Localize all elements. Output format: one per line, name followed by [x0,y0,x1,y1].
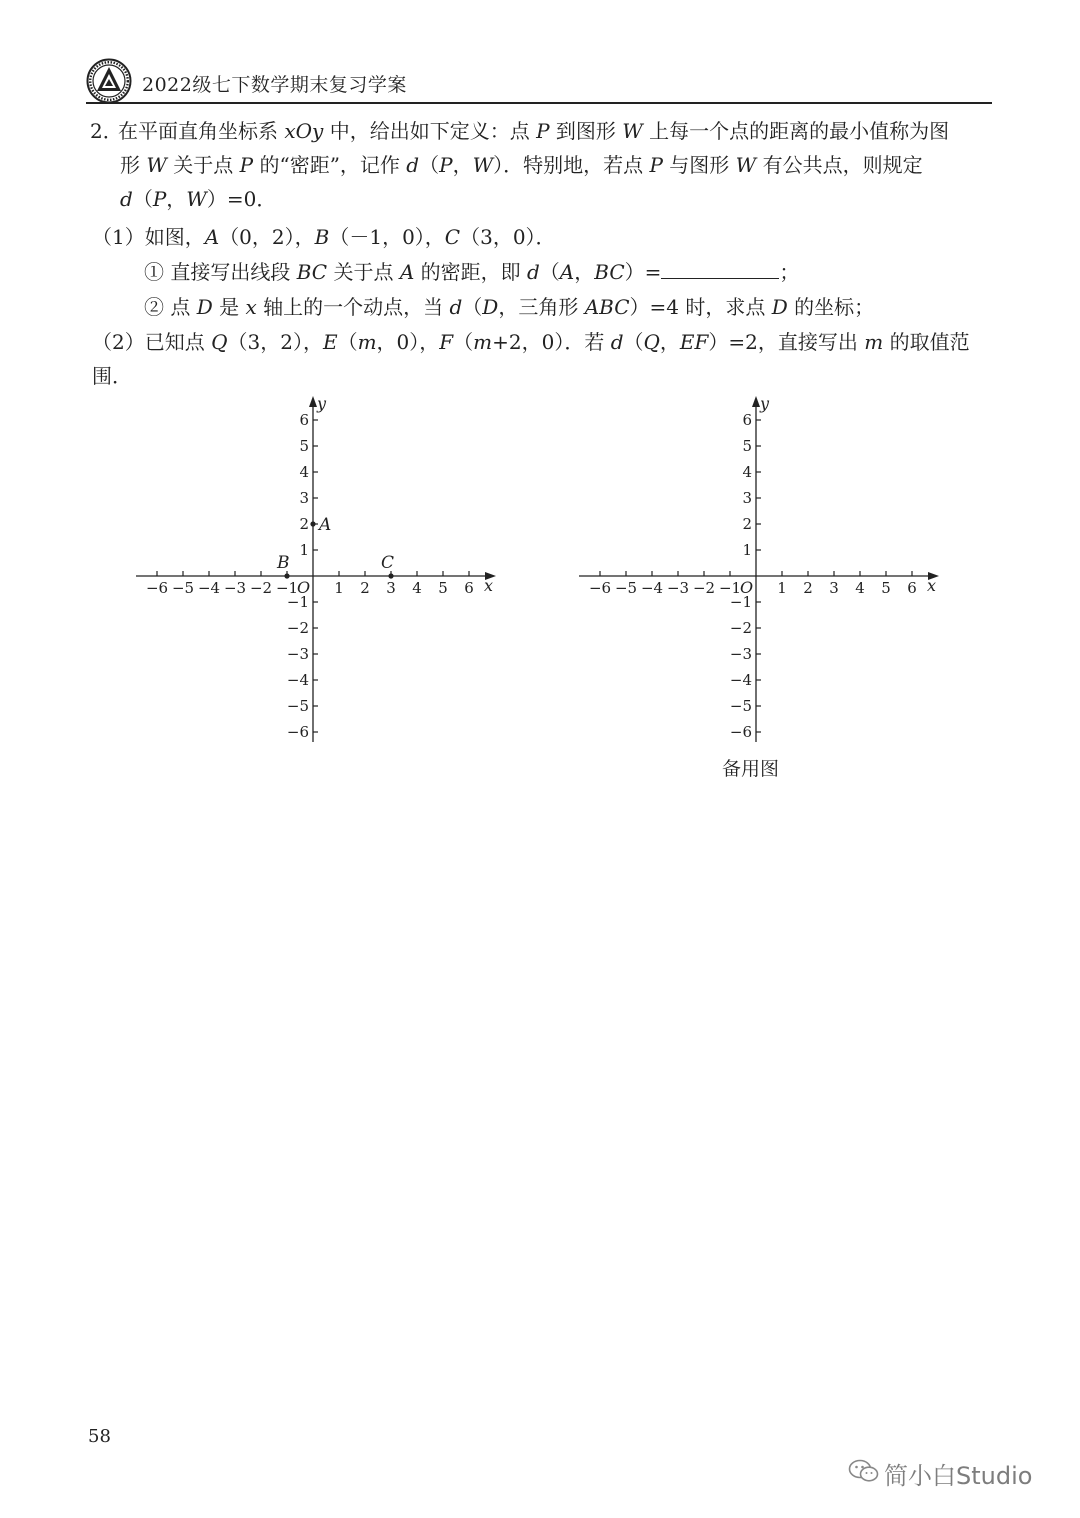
x-tick-label: −6 [588,579,612,597]
text: ， [452,153,473,177]
page-header [86,58,992,104]
math-var: d [120,187,133,211]
y-tick-label: −5 [729,697,752,715]
text: 形 [120,153,147,177]
x-tick-label: −3 [666,579,690,597]
text: ）=2，直接写出 [708,330,865,354]
math-var: W [472,153,494,177]
coordinate-plane-svg [571,392,951,752]
math-var: A [559,260,575,284]
part-1 [92,220,556,254]
y-tick-label: −3 [729,645,752,663]
x-tick-label: 5 [881,579,891,597]
math-var: W [622,119,643,143]
text: （ [132,187,153,211]
question-line-3 [90,182,995,216]
text: （0，2）， [219,225,315,249]
text: ， [574,260,595,284]
math-var: P [152,187,167,211]
text: 在平面直角坐标系 [118,119,285,143]
x-tick-label: −1 [718,579,742,597]
text: ）= [624,260,662,284]
x-tick-label: −2 [249,579,273,597]
header-divider [86,102,992,104]
watermark-text: 简小白Studio [884,1462,1033,1490]
math-var: xOy [284,119,324,143]
part-1-sub-a [144,255,799,289]
y-tick-label: 4 [299,463,309,481]
text: （2）已知点 [92,330,212,354]
x-tick-label: −5 [171,579,195,597]
y-tick-label: −4 [729,671,752,689]
x-tick-label: −6 [145,579,169,597]
text: ）=0． [206,187,277,211]
x-tick-label: 6 [907,579,917,597]
math-var: A [204,225,220,249]
text: 的“密距”，记作 [253,153,407,177]
math-var: W [146,153,167,177]
y-tick-label: 2 [299,515,309,533]
math-var: EF [679,330,709,354]
math-var: P [439,153,453,177]
text: ， [166,187,187,211]
y-tick-label: −4 [286,671,309,689]
math-var: A [399,260,415,284]
question-line-2 [90,148,995,182]
math-var: m [357,330,377,354]
math-var: D [771,295,788,319]
text: 的坐标； [787,295,875,319]
x-axis-label: x [927,576,937,595]
x-tick-label: 4 [855,579,865,597]
origin-label: O [297,578,311,597]
x-tick-label: −1 [275,579,299,597]
text: 到图形 [549,119,623,143]
text: ， [659,330,680,354]
coordinate-plane-svg [128,392,508,752]
math-var: W [186,187,207,211]
point-a [310,521,315,526]
y-tick-label: 5 [742,437,752,455]
point-label-c: C [381,553,395,573]
text: （ [539,260,560,284]
wechat-icon [848,1458,880,1484]
y-tick-label: −2 [729,619,752,637]
text: ① 直接写出线段 [144,260,297,284]
y-tick-label: 1 [742,541,752,559]
y-tick-label: −6 [286,723,309,741]
text: +2，0）．若 [492,330,611,354]
y-tick-label: −1 [729,593,752,611]
text: （ [462,295,483,319]
text: ② 点 [144,295,197,319]
y-axis-arrow [752,396,760,407]
math-var: P [239,153,254,177]
y-axis-label: y [760,394,770,413]
point-label-a: A [319,515,332,535]
answer-blank[interactable] [661,256,779,279]
y-tick-label: 5 [299,437,309,455]
math-var: d [449,295,463,319]
text: ）=4 时，求点 [629,295,772,319]
math-var: x [245,295,257,319]
origin-label: O [740,578,754,597]
x-tick-label: −4 [640,579,664,597]
math-var: P [536,119,550,143]
point-label-b: B [277,553,290,573]
point-b [284,573,289,578]
text: 关于点 [327,260,400,284]
text: ）．特别地，若点 [493,153,650,177]
math-var: D [196,295,213,319]
y-tick-label: −1 [286,593,309,611]
text: ，0）， [376,330,440,354]
question-2 [90,114,995,216]
x-axis-label: x [484,576,494,595]
math-var: W [735,153,757,177]
math-var: m [473,330,493,354]
text: （3，0）． [460,225,556,249]
text: 的密距，即 [414,260,527,284]
x-tick-label: −3 [223,579,247,597]
text: 是 [212,295,246,319]
text: 有公共点，则规定 [756,153,923,177]
math-var: BC [296,260,328,284]
point-c [388,573,393,578]
text: （ [337,330,358,354]
x-tick-label: 3 [386,579,396,597]
y-axis-arrow [309,396,317,407]
text: ； [779,260,800,284]
part-2 [92,325,997,393]
y-axis-label: y [317,394,327,413]
text: 轴上的一个动点，当 [256,295,450,319]
watermark [848,1452,1058,1492]
text: （－1，0）， [329,225,445,249]
y-tick-label: −2 [286,619,309,637]
y-tick-label: 6 [742,411,752,429]
text: （ [453,330,474,354]
y-tick-label: 4 [742,463,752,481]
text: （ [419,153,440,177]
math-var: D [482,295,499,319]
y-tick-label: −3 [286,645,309,663]
x-tick-label: −5 [614,579,638,597]
coordinate-plane-spare [571,392,951,752]
question-line-1 [90,114,995,148]
text: 上每一个点的距离的最小值称为图 [642,119,950,143]
y-tick-label: 3 [299,489,309,507]
math-var: C [444,225,461,249]
x-tick-label: 6 [464,579,474,597]
y-tick-label: −6 [729,723,752,741]
y-tick-label: −5 [286,697,309,715]
y-tick-label: 2 [742,515,752,533]
x-tick-label: −2 [692,579,716,597]
math-var: F [439,330,454,354]
x-tick-label: 2 [803,579,813,597]
math-var: m [864,330,884,354]
text: 中，给出如下定义：点 [323,119,537,143]
x-tick-label: 1 [777,579,787,597]
x-tick-label: −4 [197,579,221,597]
math-var: E [322,330,338,354]
page-number: 58 [88,1426,111,1447]
text: （ [623,330,644,354]
header-title: 2022级七下数学期末复习学案 [142,74,407,96]
text: ，三角形 [498,295,585,319]
math-var: Q [643,330,660,354]
math-var: d [526,260,540,284]
math-var: d [610,330,624,354]
x-tick-label: 4 [412,579,422,597]
text: 的取值范围． [92,330,970,388]
school-emblem-icon [86,58,132,104]
question-number: 2． [90,119,123,143]
math-var: d [406,153,420,177]
math-var: Q [211,330,228,354]
math-var: ABC [584,295,630,319]
y-tick-label: 1 [299,541,309,559]
y-tick-label: 3 [742,489,752,507]
x-tick-label: 2 [360,579,370,597]
text: （1）如图， [92,225,205,249]
x-tick-label: 5 [438,579,448,597]
x-tick-label: 1 [334,579,344,597]
text: 关于点 [166,153,240,177]
math-var: P [649,153,663,177]
text: 与图形 [662,153,736,177]
x-tick-label: 3 [829,579,839,597]
math-var: BC [594,260,625,284]
math-var: B [314,225,330,249]
text: （3，2）， [227,330,323,354]
y-tick-label: 6 [299,411,309,429]
part-1-sub-b [144,290,874,324]
coordinate-plane-main [128,392,508,752]
spare-graph-caption: 备用图 [722,758,780,780]
